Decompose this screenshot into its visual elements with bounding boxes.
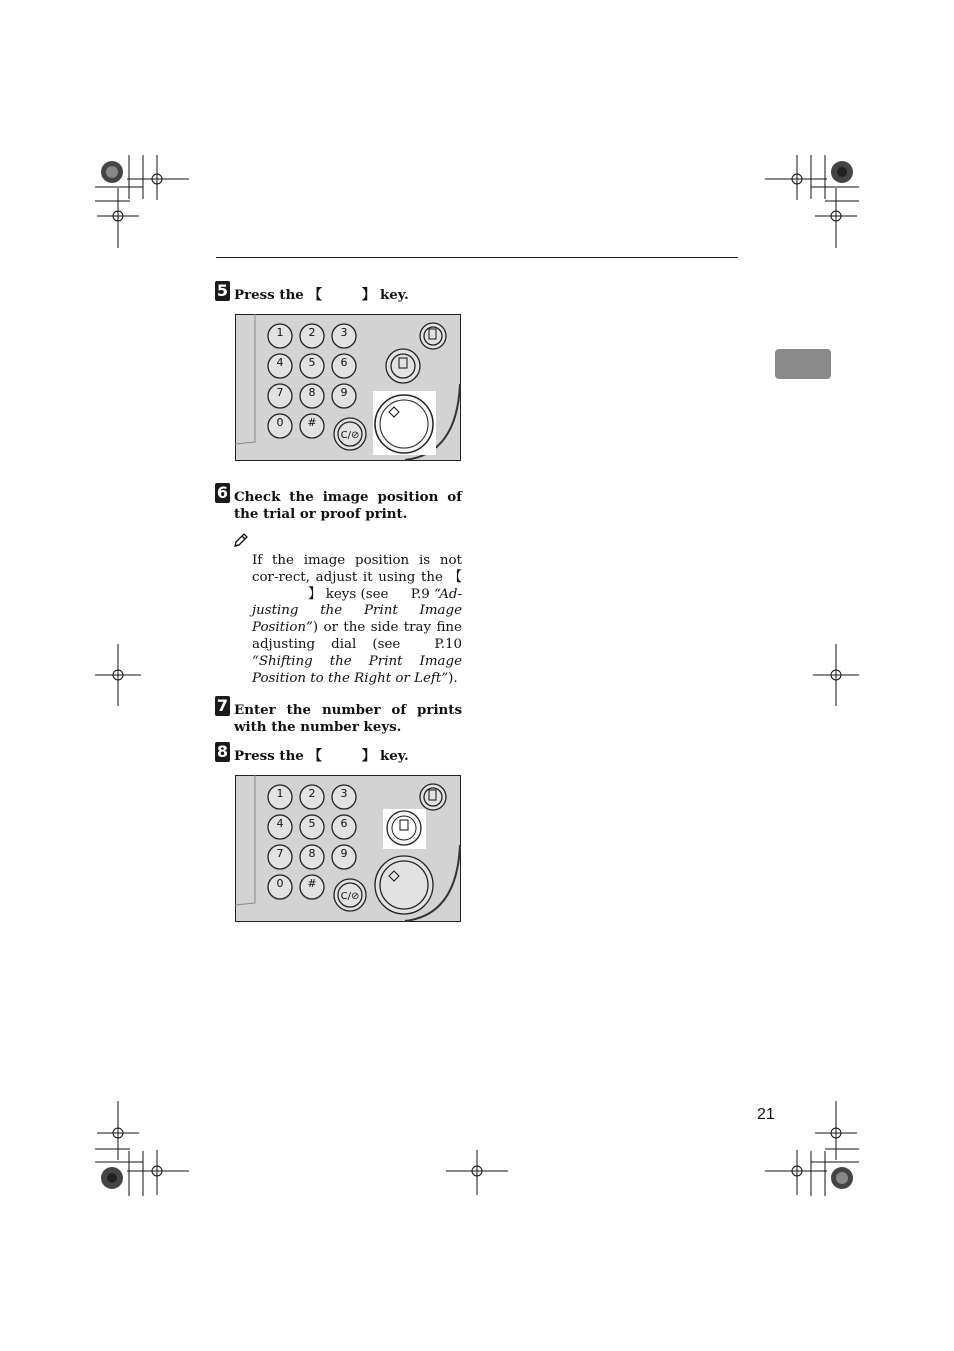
- key-8: 8: [308, 847, 316, 860]
- ref-page-2: P.10: [434, 636, 462, 652]
- key-1: 1: [276, 326, 284, 339]
- key-3: 3: [340, 326, 348, 339]
- operation-panel-start-highlight: [235, 314, 461, 461]
- step-text-after: key.: [379, 287, 409, 303]
- key-4: 4: [276, 356, 284, 369]
- key-4: 4: [276, 817, 284, 830]
- step-7-text: Enter the number of prints with the number keys.: [234, 702, 462, 735]
- key-9: 9: [340, 847, 348, 860]
- chapter-tab: [775, 349, 831, 379]
- pencil-icon: [233, 532, 249, 548]
- bracket-close: 】: [361, 748, 376, 764]
- note-part-3: ) or the side tray fine adjusting dial (see: [252, 620, 462, 652]
- key-6: 6: [340, 356, 348, 369]
- step-number: 7: [216, 696, 229, 715]
- note-part-2: keys (see: [325, 586, 389, 602]
- key-6: 6: [340, 817, 348, 830]
- bracket-close: 】: [361, 287, 376, 303]
- note-text: [252, 553, 462, 687]
- clear-stop-key: C/⊘: [340, 430, 360, 441]
- ref-title-2: “Shifting the Print Image Position to the Right or Left”: [252, 653, 462, 686]
- step-5-text: [234, 287, 409, 304]
- key-hash: #: [307, 877, 317, 890]
- key-2: 2: [308, 787, 316, 800]
- key-3: 3: [340, 787, 348, 800]
- key-5: 5: [308, 356, 316, 369]
- bracket-open: 【: [308, 287, 322, 303]
- key-7: 7: [276, 386, 284, 399]
- clear-stop-key: C/⊘: [340, 891, 360, 902]
- bracket-open: 【: [308, 748, 322, 764]
- step-text-before: Press the: [234, 748, 304, 764]
- note-part-1: If the image position is not cor-rect, adjust it using the: [252, 553, 462, 585]
- ref-title-1: “Ad-justing the Print Image Position”: [252, 586, 463, 636]
- key-9: 9: [340, 386, 348, 399]
- step-number: 5: [216, 281, 229, 300]
- header-rule: [216, 257, 738, 258]
- bracket-open: 【: [448, 569, 462, 585]
- ref-page-1: P.9: [410, 586, 430, 602]
- step-text-before: Press the: [234, 287, 304, 303]
- bracket-close: 】: [308, 586, 322, 602]
- key-2: 2: [308, 326, 316, 339]
- key-hash: #: [307, 416, 317, 429]
- step-8-text: [234, 748, 409, 765]
- step-text-after: key.: [379, 748, 409, 764]
- operation-panel-print-highlight: [235, 775, 461, 922]
- step-6-text: Check the image position of the trial or proof print.: [234, 489, 462, 522]
- key-0: 0: [276, 416, 284, 429]
- page-number: 21: [757, 1106, 775, 1123]
- key-5: 5: [308, 817, 316, 830]
- key-8: 8: [308, 386, 316, 399]
- step-number: 6: [216, 483, 229, 502]
- key-0: 0: [276, 877, 284, 890]
- key-1: 1: [276, 787, 284, 800]
- key-7: 7: [276, 847, 284, 860]
- note-part-4: ).: [448, 670, 458, 686]
- step-number: 8: [216, 742, 229, 761]
